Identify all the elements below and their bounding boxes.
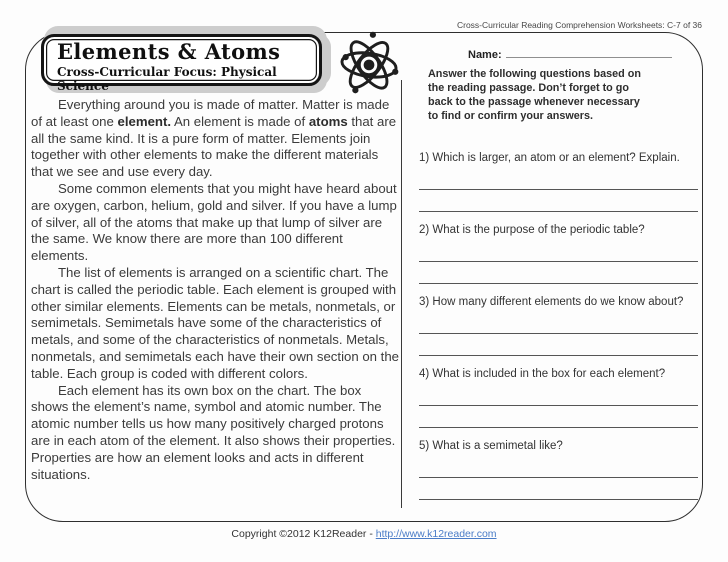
answer-line[interactable]: [419, 261, 698, 262]
passage-paragraph: [31, 383, 400, 484]
question-text: 4) What is included in the box for each element?: [419, 368, 666, 380]
passage-text: Each element has its own box on the chart. The box shows the element’s name, symbol and atomic number. The atomic number tells us how many positively charged protons are in each atom of the element. It also shows their properties. Properties are how an element looks and acts in different situations.: [31, 382, 396, 482]
name-row: [468, 47, 672, 61]
passage-text: that are all the same kind. It is a pure form of matter. Elements join together with other elements to make the different materials that we see and use every day.: [31, 113, 397, 180]
passage-paragraph: [31, 97, 400, 181]
question-item: [419, 224, 698, 284]
name-input-line[interactable]: [506, 47, 672, 58]
atom-icon: [334, 25, 404, 101]
footer-link[interactable]: http://www.k12reader.com: [375, 528, 497, 540]
passage-keyword: atoms: [308, 113, 348, 129]
title-box: [41, 34, 322, 94]
answer-line[interactable]: [419, 499, 698, 500]
answer-line[interactable]: [419, 477, 698, 478]
column-divider: [401, 80, 402, 508]
passage-paragraph: [31, 181, 400, 265]
question-item: [419, 152, 698, 212]
passage-text: An element is made of: [171, 113, 309, 129]
name-label: Name:: [468, 49, 502, 61]
worksheet-title: Elements & Atoms: [57, 39, 281, 64]
questions-list: [419, 152, 698, 512]
answer-line[interactable]: [419, 405, 698, 406]
answer-line[interactable]: [419, 427, 698, 428]
header-series-label: Cross-Curricular Reading Comprehension Worksheets: C-7 of 36: [456, 20, 702, 30]
instructions-text: Answer the following questions based on the reading passage. Don’t forget to go back to the passage whenever necessary to find or confirm your answers.: [428, 68, 641, 122]
question-item: [419, 296, 698, 356]
footer: [0, 528, 728, 540]
answer-line[interactable]: [419, 333, 698, 334]
worksheet-subtitle: Cross-Curricular Focus: Physical Science: [57, 65, 277, 94]
reading-passage: [31, 97, 400, 483]
question-text: 3) How many different elements do we know about?: [419, 296, 684, 308]
question-text: 1) Which is larger, an atom or an element? Explain.: [419, 152, 680, 164]
passage-text: The list of elements is arranged on a scientific chart. The chart is called the periodic table. Each element is grouped with other similar elements. Elements can be metals, nonmetals, or semimetals. Semimetals have some of the characteristics of metals, and some of the characteristics of nonmetals. Metals, nonmetals, and semimetals each have their own section on the table. Each group is coded with different colors.: [31, 264, 399, 381]
question-item: [419, 368, 698, 428]
copyright-text: Copyright ©2012 K12Reader -: [231, 528, 376, 540]
answer-line[interactable]: [419, 189, 698, 190]
question-item: [419, 440, 698, 500]
passage-paragraph: [31, 265, 400, 383]
answer-line[interactable]: [419, 355, 698, 356]
question-text: 2) What is the purpose of the periodic table?: [419, 224, 645, 236]
passage-text: Everything around you is made of matter. Matter is made of at least one: [31, 97, 390, 129]
passage-keyword: element.: [117, 113, 172, 129]
passage-text: Some common elements that you might have heard about are oxygen, carbon, helium, gold and silver. If you have a lump of silver, all of the atoms that make up that lump of silver are the same. We know there are more than 100 different elements.: [31, 180, 397, 264]
question-text: 5) What is a semimetal like?: [419, 440, 563, 452]
answer-line[interactable]: [419, 283, 698, 284]
answer-line[interactable]: [419, 211, 698, 212]
